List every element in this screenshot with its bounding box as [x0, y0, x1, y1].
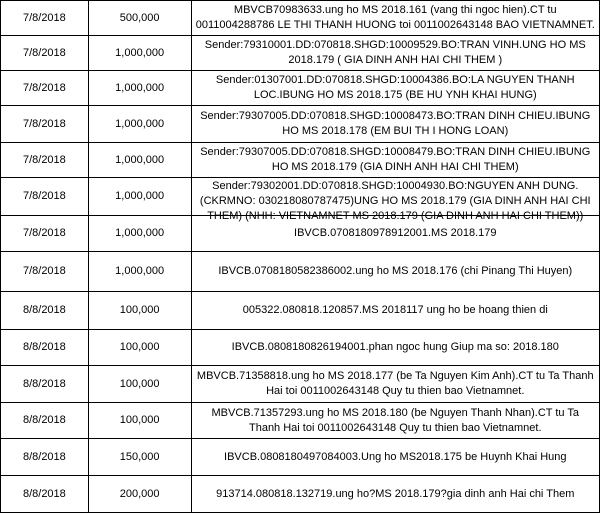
row-description-text: IBVCB.0708180582386002.ung ho MS 2018.176 (chi Pinang Thi Huyen)	[218, 265, 573, 277]
row-description	[191, 439, 599, 476]
row-description-text: MBVCB70983633.ung ho MS 2018.161 (vang thi ngoc hien).CT tu 0011004288786 LE THI THANH HUONG toi 0011002643148 BAO VIETNAMNET.	[195, 4, 595, 31]
row-date: 7/8/2018	[1, 178, 89, 216]
row-description-text: Sender:79307005.DD:070818.SHGD:10008473.BO:TRAN DINH CHIEU.IBUNG HO MS 2018.178 (EM BUI TH I HONG LOAN)	[200, 110, 591, 137]
row-description	[191, 366, 599, 403]
row-description-text: 913714.080818.132719.ung ho?MS 2018.179?gia dinh anh Hai chi Them	[216, 487, 575, 500]
row-date: 8/8/2018	[1, 330, 89, 366]
row-amount: 1,000,000	[88, 143, 191, 178]
row-date: 7/8/2018	[1, 36, 89, 71]
row-description-text: Sender:79307005.DD:070818.SHGD:10008479.BO:TRAN DINH CHIEU.IBUNG HO MS 2018.179 (GIA DINH ANH HAI CHI THEM)	[200, 146, 591, 173]
table-row	[1, 36, 600, 71]
row-date: 7/8/2018	[1, 106, 89, 143]
table-row	[1, 476, 600, 513]
row-amount: 1,000,000	[88, 216, 191, 252]
row-amount: 1,000,000	[88, 71, 191, 106]
row-description	[191, 106, 599, 143]
table-row	[1, 330, 600, 366]
table-row	[1, 366, 600, 403]
table-row	[1, 292, 600, 330]
row-amount: 100,000	[88, 292, 191, 330]
table-row	[1, 439, 600, 476]
table-row	[1, 252, 600, 292]
row-description	[191, 476, 599, 513]
row-description	[191, 36, 599, 71]
row-description-text: Sender:01307001.DD:070818.SHGD:10004386.BO:LA NGUYEN THANH LOC.IBUNG HO MS 2018.175 (BE HU YNH KHAI HUNG)	[215, 74, 575, 101]
row-description	[191, 143, 599, 178]
row-date: 7/8/2018	[1, 143, 89, 178]
row-description	[191, 252, 599, 292]
table-row	[1, 178, 600, 216]
row-description-text: IBVCB.0808180826194001.phan ngoc hung Giup ma so: 2018.180	[231, 341, 559, 353]
row-description	[191, 330, 599, 366]
row-date: 8/8/2018	[1, 366, 89, 403]
row-amount: 1,000,000	[88, 36, 191, 71]
row-amount: 100,000	[88, 330, 191, 366]
table-row	[1, 143, 600, 178]
row-amount: 1,000,000	[88, 252, 191, 292]
row-description-text: IBVCB.0708180978912001.MS 2018.179	[294, 227, 497, 239]
row-date: 8/8/2018	[1, 476, 89, 513]
row-description	[191, 403, 599, 439]
table-row	[1, 106, 600, 143]
row-date: 7/8/2018	[1, 216, 89, 252]
table-row	[1, 71, 600, 106]
row-description-text: Sender:79310001.DD:070818.SHGD:10009529.BO:TRAN VINH.UNG HO MS 2018.179 ( GIA DINH ANH HAI CHI THEM )	[204, 39, 586, 66]
row-amount: 1,000,000	[88, 178, 191, 216]
table-row	[1, 1, 600, 36]
row-amount: 200,000	[88, 476, 191, 513]
row-amount: 100,000	[88, 403, 191, 439]
row-description	[191, 71, 599, 106]
row-date: 7/8/2018	[1, 252, 89, 292]
row-description-text: Sender:79302001.DD:070818.SHGD:10004930.BO:NGUYEN ANH DUNG.(CKRMNO: 030218080787475)UNG HO MS 2018.179 (GIA DINH ANH HAI CHI THEM) (NHH: VIETNAMNET MS 2018.179 (GIA DINH ANH HAI CHI THEM))	[199, 179, 591, 222]
row-amount: 150,000	[88, 439, 191, 476]
row-date: 8/8/2018	[1, 439, 89, 476]
row-description	[191, 1, 599, 36]
table-row	[1, 403, 600, 439]
row-amount: 100,000	[88, 366, 191, 403]
row-date: 8/8/2018	[1, 292, 89, 330]
row-amount: 1,000,000	[88, 106, 191, 143]
row-description-text: MBVCB.71358818.ung ho MS 2018.177 (be Ta Nguyen Kim Anh).CT tu Ta Thanh Hai toi 0011002643148 Quy tu thien bao Vietnamnet.	[196, 370, 594, 397]
row-date: 7/8/2018	[1, 1, 89, 36]
row-date: 8/8/2018	[1, 403, 89, 439]
row-description-text: 005322.080818.120857.MS 2018117 ung ho be hoang thien di	[242, 304, 548, 316]
row-description	[191, 292, 599, 330]
row-description	[191, 178, 599, 222]
row-description-text: IBVCB.0808180497084003.Ung ho MS2018.175 be Huynh Khai Hung	[224, 450, 567, 463]
row-description-text: MBVCB.71357293.ung ho MS 2018.180 (be Nguyen Thanh Nhan).CT tu Ta Thanh Hai toi 0011002643148 Quy tu thien bao Vietnamnet.	[211, 406, 580, 434]
row-date: 7/8/2018	[1, 71, 89, 106]
row-amount: 500,000	[88, 1, 191, 36]
